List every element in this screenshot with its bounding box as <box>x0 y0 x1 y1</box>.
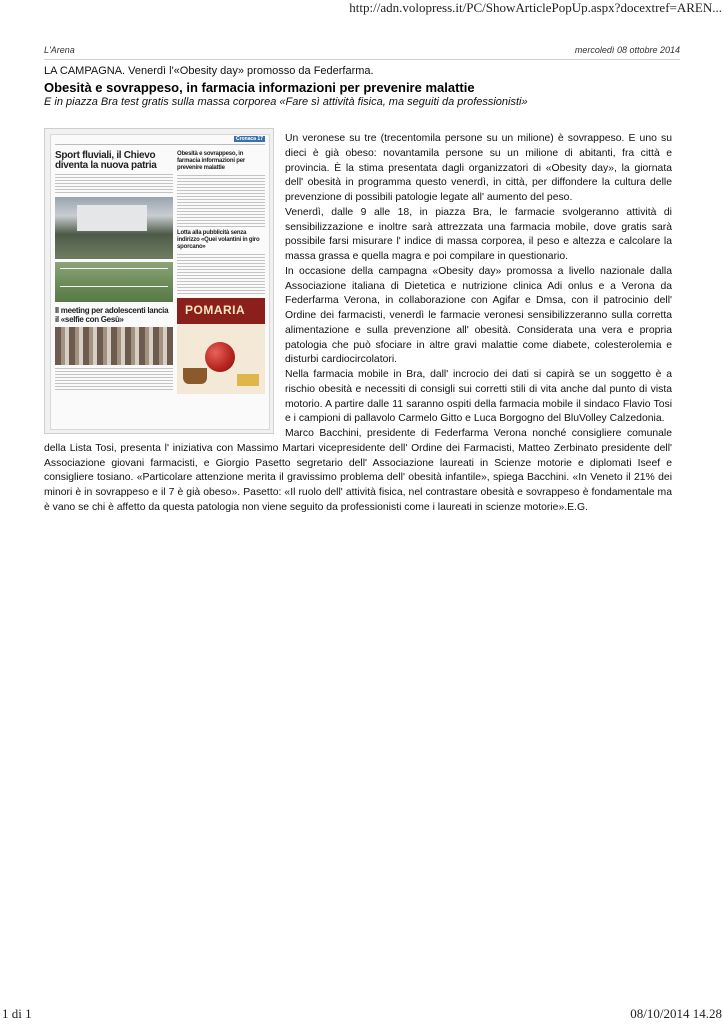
print-timestamp: 08/10/2014 14.28 <box>630 1006 722 1021</box>
thumbnail-headline-main: Sport fluviali, il Chievo diventa la nuova patria <box>55 150 157 171</box>
article-subtitle: E in piazza Bra test gratis sulla massa corporea «Fare sì attività fisica, ma seguiti da professionisti» <box>44 96 528 108</box>
thumbnail-headline-right2: Lotta alla pubblicità senza indirizzo «Quei volantini in giro sporcano» <box>177 230 260 250</box>
article-paragraph: Nella farmacia mobile in Bra, dall' incrocio dei dati si capirà se un soggetto è a rischio obesità e necessiti di consigli sui corretti stili di vita anche dal punto di vista motorio. A partire dalle 11 saranno ospiti della farmacia mobile il sindaco Flavio Tosi e i campioni di pallavolo Carmelo Gitto e Luca Borgogno del BluVolley Calzedonia. <box>285 369 672 425</box>
thumbnail-ad-brand: POMARIA <box>185 303 246 317</box>
article-paragraph: Venerdì, dalle 9 alle 18, in piazza Bra, le farmacie svolgeranno attività di sensibilizzazione e inoltre sarà attrezzata una farmacia mobile, dove gratis sarà possibile farsi misurare l' indice di massa corporea, il peso e altezza e calcolare la massa grassa e quella magra e poi compilare in questionario. <box>285 206 672 262</box>
thumbnail-headline-left2: Il meeting per adolescenti lancia il «selfie con Gesù» <box>55 306 169 324</box>
article-body <box>44 132 672 516</box>
publication-name: L'Arena <box>44 45 75 55</box>
article-paragraph: Un veronese su tre (trecentomila persone su un milione) è sovrappeso. E uno su dieci è già obeso: novantamila persone su un milione di abitanti, fra città e provincia. È la stima presentata dagli organizzatori di «Obesity day», la giornata dell' obesità in programma questo venerdì, in città, per diffondere la cultura delle prevenzione di possibili patologie legate all' aumento del peso. <box>285 133 672 203</box>
article-paragraph: Marco Bacchini, presidente di Federfarma Verona nonché consigliere comunale della Lista Tosi, presenta l' iniziativa con Massimo Martari vicepresidente dell' Ordine dei Farmacisti, Matteo Zerbinato presidente dell' Associazione giovani farmacisti, e Giorgio Pasetto segretario dell' Associazione laureati in Scienze motorie e diplomati Iseef e consigliere tosiano. «Particolare attenzione merita il gravissimo problema dell' obesità infantile», spiega Bacchini. «In Veneto il 21% dei minori è in sovrappeso e il 7 è già obeso». Pasetto: «Il ruolo dell' attività fisica, nel contrastare obesità e sovrappeso è fondamentale ma è vano se chi è affetto da questa patologia non viene seguito da professionisti come i laureati in scienze motorie».E.G. <box>44 428 672 513</box>
thumbnail-section-number: Cronaca 17 <box>236 136 263 142</box>
print-footer <box>0 1006 724 1024</box>
thumbnail-float-spacer <box>44 132 285 434</box>
article-paragraph: In occasione della campagna «Obesity day» promossa a livello nazionale dalla Associazione italiana di Dietetica e nutrizione clinica Adi onlus e a Verona da Federfarma Verona, in collaborazione con Agifar e Dmsa, con il patrocinio dell' Ordine dei farmacisti, venerdì le farmacie veronesi sensibilizzeranno sulla corretta alimentazione e sulla prevenzione all' obesità. Considerata una vera e propria patologia che può sfociare in altre gravi malattie come diabete, colesterolemia e disturbi cardiocircolatori. <box>285 265 672 366</box>
article-title: Obesità e sovrappeso, in farmacia informazioni per prevenire malattie <box>44 80 475 95</box>
publication-date: mercoledì 08 ottobre 2014 <box>574 45 680 55</box>
page-count: 1 di 1 <box>2 1006 32 1021</box>
thumbnail-headline-article: Obesità e sovrappeso, in farmacia informazioni per prevenire malattie <box>177 151 246 171</box>
publication-header <box>44 45 680 60</box>
article-kicker: LA CAMPAGNA. Venerdì l'«Obesity day» promosso da Federfarma. <box>44 65 374 77</box>
print-url: http://adn.volopress.it/PC/ShowArticlePopUp.aspx?docextref=AREN... <box>349 0 722 15</box>
